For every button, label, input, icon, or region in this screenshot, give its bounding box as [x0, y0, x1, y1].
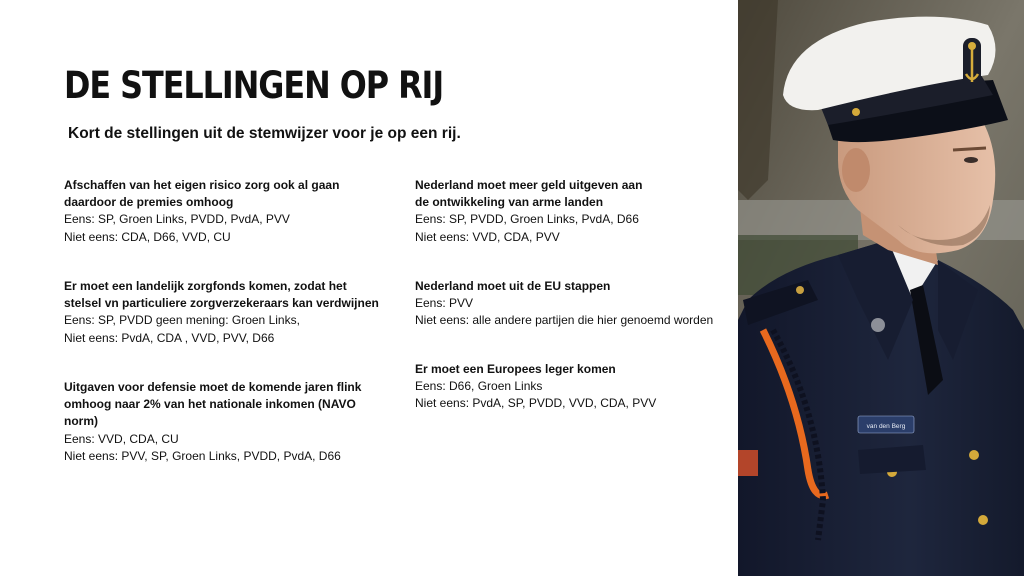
statement-agree: Eens: PVV — [415, 296, 474, 311]
statement-question-line: Nederland moet uit de EU stappen — [415, 279, 611, 293]
statement-disagree: Niet eens: alle andere partijen die hier genoemd worden — [415, 313, 714, 328]
officer-photo — [738, 0, 1024, 576]
collar-badge-icon — [871, 318, 885, 332]
cap-button-icon — [852, 108, 860, 116]
statement-question-line: Er moet een landelijk zorgfonds komen, zodat het — [64, 279, 347, 293]
crown-icon — [968, 42, 976, 50]
statement-disagree: Niet eens: VVD, CDA, PVV — [415, 229, 560, 244]
slide-title: DE STELLINGEN OP RIJ — [64, 64, 444, 107]
statement-eu — [415, 278, 755, 330]
statement-question-line: Uitgaven voor defensie moet de komende jaren flink — [64, 380, 362, 394]
statement-question-line: norm) — [64, 414, 98, 429]
breast-pocket — [858, 445, 926, 474]
statement-agree: Eens: SP, PVDD geen mening: Groen Links, — [64, 313, 300, 328]
statement-disagree: Niet eens: CDA, D66, VVD, CU — [64, 229, 231, 244]
jacket-button-icon — [969, 450, 979, 460]
statement-disagree: Niet eens: PvdA, CDA , VVD, PVV, D66 — [64, 330, 275, 345]
statement-defensie — [64, 379, 404, 465]
statement-disagree: Niet eens: PVV, SP, Groen Links, PVDD, PvdA, D66 — [64, 448, 341, 463]
statement-agree: Eens: SP, Groen Links, PVDD, PvdA, PVV — [64, 212, 290, 227]
ear — [842, 148, 870, 192]
statement-question-line: Afschaffen van het eigen risico zorg ook al gaan — [64, 178, 340, 192]
statement-disagree: Niet eens: PvdA, SP, PVDD, VVD, CDA, PVV — [415, 396, 657, 411]
statement-question-line: daardoor de premies omhoog — [64, 195, 234, 210]
statement-question-line: de ontwikkeling van arme landen — [415, 195, 604, 210]
officer-illustration — [738, 0, 1024, 576]
jacket-button-icon — [978, 515, 988, 525]
name-tag-text: van den Berg — [866, 423, 906, 430]
statement-eigen-risico — [64, 177, 404, 246]
eyebrow — [953, 148, 986, 150]
statement-question-line: stelsel vn particuliere zorgverzekeraars kan verdwijnen — [64, 296, 379, 311]
sleeve-rank-patch — [738, 450, 758, 476]
epaulette-button-icon — [796, 286, 804, 294]
statement-agree: Eens: VVD, CDA, CU — [64, 431, 179, 446]
slide-subtitle: Kort de stellingen uit de stemwijzer voor je op een rij. — [68, 125, 461, 142]
statement-question-line: Nederland moet meer geld uitgeven aan — [415, 178, 643, 192]
statement-europees-leger — [415, 361, 755, 413]
statement-ontwikkeling — [415, 177, 755, 246]
statement-question-line: omhoog naar 2% van het nationale inkomen (NAVO — [64, 397, 356, 412]
statement-zorgfonds — [64, 278, 404, 347]
statement-question-line: Er moet een Europees leger komen — [415, 362, 616, 376]
eye — [964, 157, 978, 163]
statement-agree: Eens: SP, PVDD, Groen Links, PvdA, D66 — [415, 212, 639, 227]
statement-agree: Eens: D66, Groen Links — [415, 379, 543, 394]
